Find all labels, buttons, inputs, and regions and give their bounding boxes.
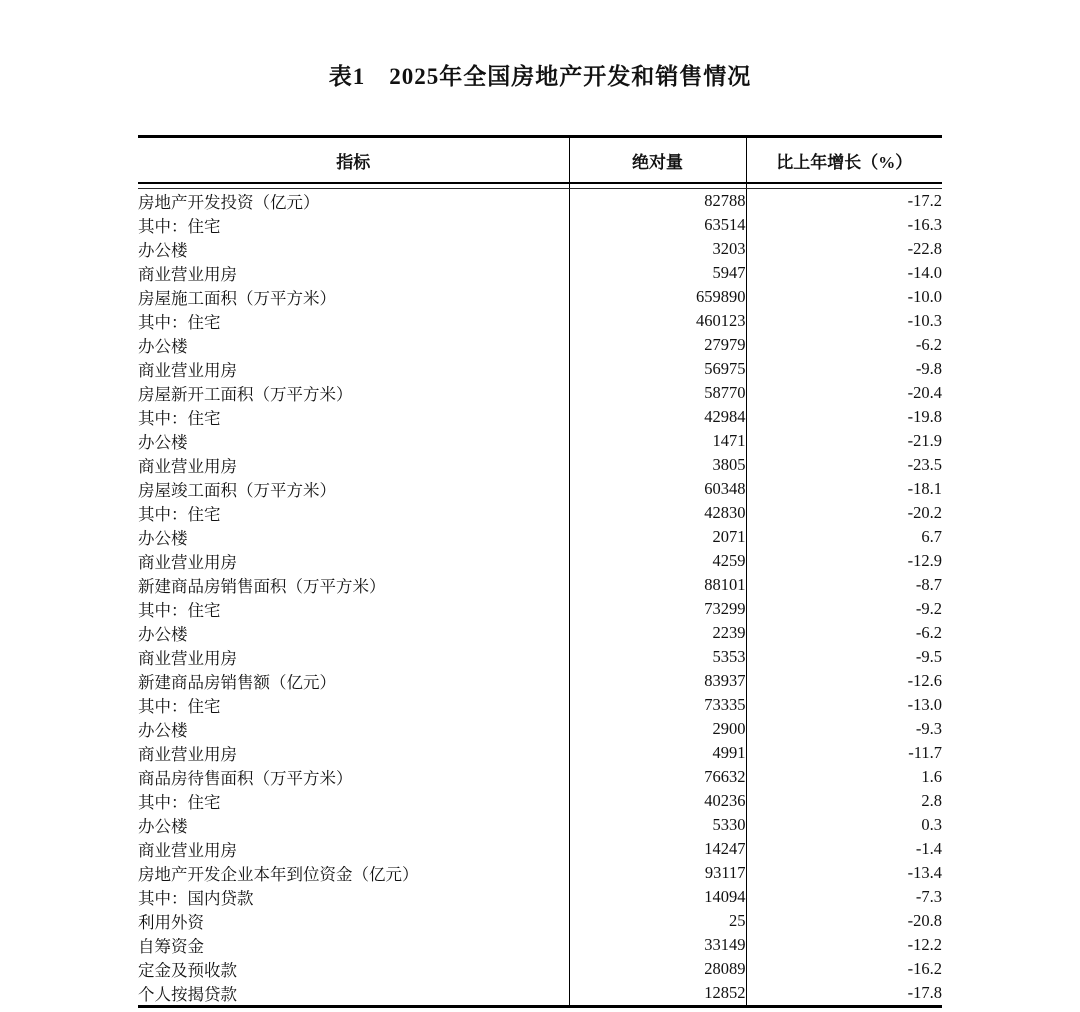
- column-header-indicator: 指标: [138, 137, 569, 184]
- table-row: [138, 213, 942, 237]
- absolute-cell: 5330: [569, 813, 746, 837]
- indicator-cell: 商业营业用房: [138, 549, 569, 573]
- growth-cell: -16.2: [907, 959, 942, 978]
- indicator-cell: 其中：住宅: [138, 309, 569, 333]
- table-row: [138, 477, 942, 501]
- table-row: [138, 813, 942, 837]
- indicator-cell: 办公楼: [138, 237, 569, 261]
- growth-cell: 0.3: [921, 815, 942, 834]
- absolute-cell: 5947: [569, 261, 746, 285]
- indicator-cell: 房屋新开工面积（万平方米）: [138, 381, 569, 405]
- table-row: [138, 741, 942, 765]
- table-row: [138, 429, 942, 453]
- indicator-cell: 商业营业用房: [138, 357, 569, 381]
- table-row: [138, 837, 942, 861]
- growth-cell: -10.3: [907, 311, 942, 330]
- indicator-cell: 自筹资金: [138, 933, 569, 957]
- growth-cell: -8.7: [915, 575, 942, 594]
- growth-cell: -9.2: [915, 599, 942, 618]
- table-row: [138, 861, 942, 885]
- absolute-cell: 73299: [569, 597, 746, 621]
- absolute-cell: 88101: [569, 573, 746, 597]
- growth-cell: -6.2: [915, 623, 942, 642]
- absolute-cell: 73335: [569, 693, 746, 717]
- table-header: [138, 137, 942, 189]
- absolute-cell: 4991: [569, 741, 746, 765]
- table-row: [138, 261, 942, 285]
- growth-cell: -20.8: [907, 911, 942, 930]
- indicator-cell: 其中：住宅: [138, 597, 569, 621]
- table-row: [138, 981, 942, 1007]
- absolute-cell: 2071: [569, 525, 746, 549]
- absolute-cell: 14094: [569, 885, 746, 909]
- table-row: [138, 957, 942, 981]
- growth-cell: -17.2: [907, 191, 942, 210]
- table-row: [138, 381, 942, 405]
- table-row: [138, 525, 942, 549]
- table-row: [138, 765, 942, 789]
- absolute-cell: 14247: [569, 837, 746, 861]
- indicator-cell: 办公楼: [138, 717, 569, 741]
- absolute-cell: 58770: [569, 381, 746, 405]
- indicator-cell: 其中：住宅: [138, 693, 569, 717]
- table-row: [138, 933, 942, 957]
- table-row: [138, 597, 942, 621]
- table-title: 表1 2025年全国房地产开发和销售情况: [328, 64, 752, 89]
- indicator-cell: 商业营业用房: [138, 453, 569, 477]
- growth-cell: -17.8: [907, 983, 942, 1002]
- growth-cell: -14.0: [907, 263, 942, 282]
- growth-cell: -12.6: [907, 671, 942, 690]
- table-row: [138, 621, 942, 645]
- absolute-cell: 659890: [569, 285, 746, 309]
- indicator-cell: 个人按揭贷款: [138, 981, 569, 1007]
- indicator-cell: 新建商品房销售面积（万平方米）: [138, 573, 569, 597]
- growth-cell: -12.9: [907, 551, 942, 570]
- table-row: [138, 717, 942, 741]
- indicator-cell: 办公楼: [138, 621, 569, 645]
- absolute-cell: 40236: [569, 789, 746, 813]
- growth-cell: -9.3: [915, 719, 942, 738]
- growth-cell: -10.0: [907, 287, 942, 306]
- growth-cell: -19.8: [907, 407, 942, 426]
- table-body: [138, 189, 942, 1007]
- growth-cell: -18.1: [907, 479, 942, 498]
- table-row: [138, 885, 942, 909]
- header-row: [138, 137, 942, 184]
- table-row: [138, 573, 942, 597]
- indicator-cell: 商业营业用房: [138, 837, 569, 861]
- growth-cell: -7.3: [915, 887, 942, 906]
- indicator-cell: 新建商品房销售额（亿元）: [138, 669, 569, 693]
- indicator-cell: 商业营业用房: [138, 645, 569, 669]
- absolute-cell: 33149: [569, 933, 746, 957]
- growth-cell: -11.7: [908, 743, 942, 762]
- growth-cell: -13.4: [907, 863, 942, 882]
- absolute-cell: 27979: [569, 333, 746, 357]
- growth-cell: -6.2: [915, 335, 942, 354]
- absolute-cell: 56975: [569, 357, 746, 381]
- growth-cell: -13.0: [907, 695, 942, 714]
- indicator-cell: 办公楼: [138, 813, 569, 837]
- real-estate-stats-table: [138, 135, 942, 1008]
- indicator-cell: 商业营业用房: [138, 261, 569, 285]
- growth-cell: -21.9: [907, 431, 942, 450]
- table-row: [138, 645, 942, 669]
- table-row: [138, 669, 942, 693]
- indicator-cell: 定金及预收款: [138, 957, 569, 981]
- absolute-cell: 2900: [569, 717, 746, 741]
- absolute-cell: 460123: [569, 309, 746, 333]
- absolute-cell: 3203: [569, 237, 746, 261]
- growth-cell: -16.3: [907, 215, 942, 234]
- growth-cell: 1.6: [921, 767, 942, 786]
- indicator-cell: 办公楼: [138, 333, 569, 357]
- column-header-growth: 比上年增长（%）: [746, 137, 942, 184]
- absolute-cell: 2239: [569, 621, 746, 645]
- absolute-cell: 12852: [569, 981, 746, 1007]
- absolute-cell: 1471: [569, 429, 746, 453]
- indicator-cell: 其中：住宅: [138, 501, 569, 525]
- indicator-cell: 其中：住宅: [138, 213, 569, 237]
- table-row: [138, 357, 942, 381]
- absolute-cell: 83937: [569, 669, 746, 693]
- growth-cell: 6.7: [921, 527, 942, 546]
- indicator-cell: 房屋竣工面积（万平方米）: [138, 477, 569, 501]
- table-row: [138, 549, 942, 573]
- absolute-cell: 63514: [569, 213, 746, 237]
- absolute-cell: 60348: [569, 477, 746, 501]
- column-header-absolute: 绝对量: [569, 137, 746, 184]
- table-row: [138, 309, 942, 333]
- absolute-cell: 28089: [569, 957, 746, 981]
- indicator-cell: 房屋施工面积（万平方米）: [138, 285, 569, 309]
- growth-cell: -9.8: [915, 359, 942, 378]
- growth-cell: -12.2: [907, 935, 942, 954]
- table-row: [138, 333, 942, 357]
- growth-cell: -20.2: [907, 503, 942, 522]
- indicator-cell: 办公楼: [138, 525, 569, 549]
- growth-cell: -23.5: [907, 455, 942, 474]
- table-row: [138, 789, 942, 813]
- table-row: [138, 501, 942, 525]
- absolute-cell: 82788: [569, 189, 746, 214]
- absolute-cell: 42984: [569, 405, 746, 429]
- absolute-cell: 25: [569, 909, 746, 933]
- growth-cell: -9.5: [915, 647, 942, 666]
- indicator-cell: 办公楼: [138, 429, 569, 453]
- table-row: [138, 237, 942, 261]
- absolute-cell: 3805: [569, 453, 746, 477]
- table-row: [138, 909, 942, 933]
- indicator-cell: 利用外资: [138, 909, 569, 933]
- absolute-cell: 4259: [569, 549, 746, 573]
- indicator-cell: 房地产开发投资（亿元）: [138, 189, 569, 214]
- indicator-cell: 房地产开发企业本年到位资金（亿元）: [138, 861, 569, 885]
- table-row: [138, 189, 942, 214]
- absolute-cell: 93117: [569, 861, 746, 885]
- indicator-cell: 商业营业用房: [138, 741, 569, 765]
- table-row: [138, 453, 942, 477]
- indicator-cell: 其中：国内贷款: [138, 885, 569, 909]
- table-row: [138, 285, 942, 309]
- table-row: [138, 405, 942, 429]
- table-row: [138, 693, 942, 717]
- absolute-cell: 76632: [569, 765, 746, 789]
- indicator-cell: 其中：住宅: [138, 405, 569, 429]
- absolute-cell: 42830: [569, 501, 746, 525]
- indicator-cell: 商品房待售面积（万平方米）: [138, 765, 569, 789]
- growth-cell: -22.8: [907, 239, 942, 258]
- absolute-cell: 5353: [569, 645, 746, 669]
- growth-cell: -1.4: [915, 839, 942, 858]
- growth-cell: 2.8: [921, 791, 942, 810]
- indicator-cell: 其中：住宅: [138, 789, 569, 813]
- growth-cell: -20.4: [907, 383, 942, 402]
